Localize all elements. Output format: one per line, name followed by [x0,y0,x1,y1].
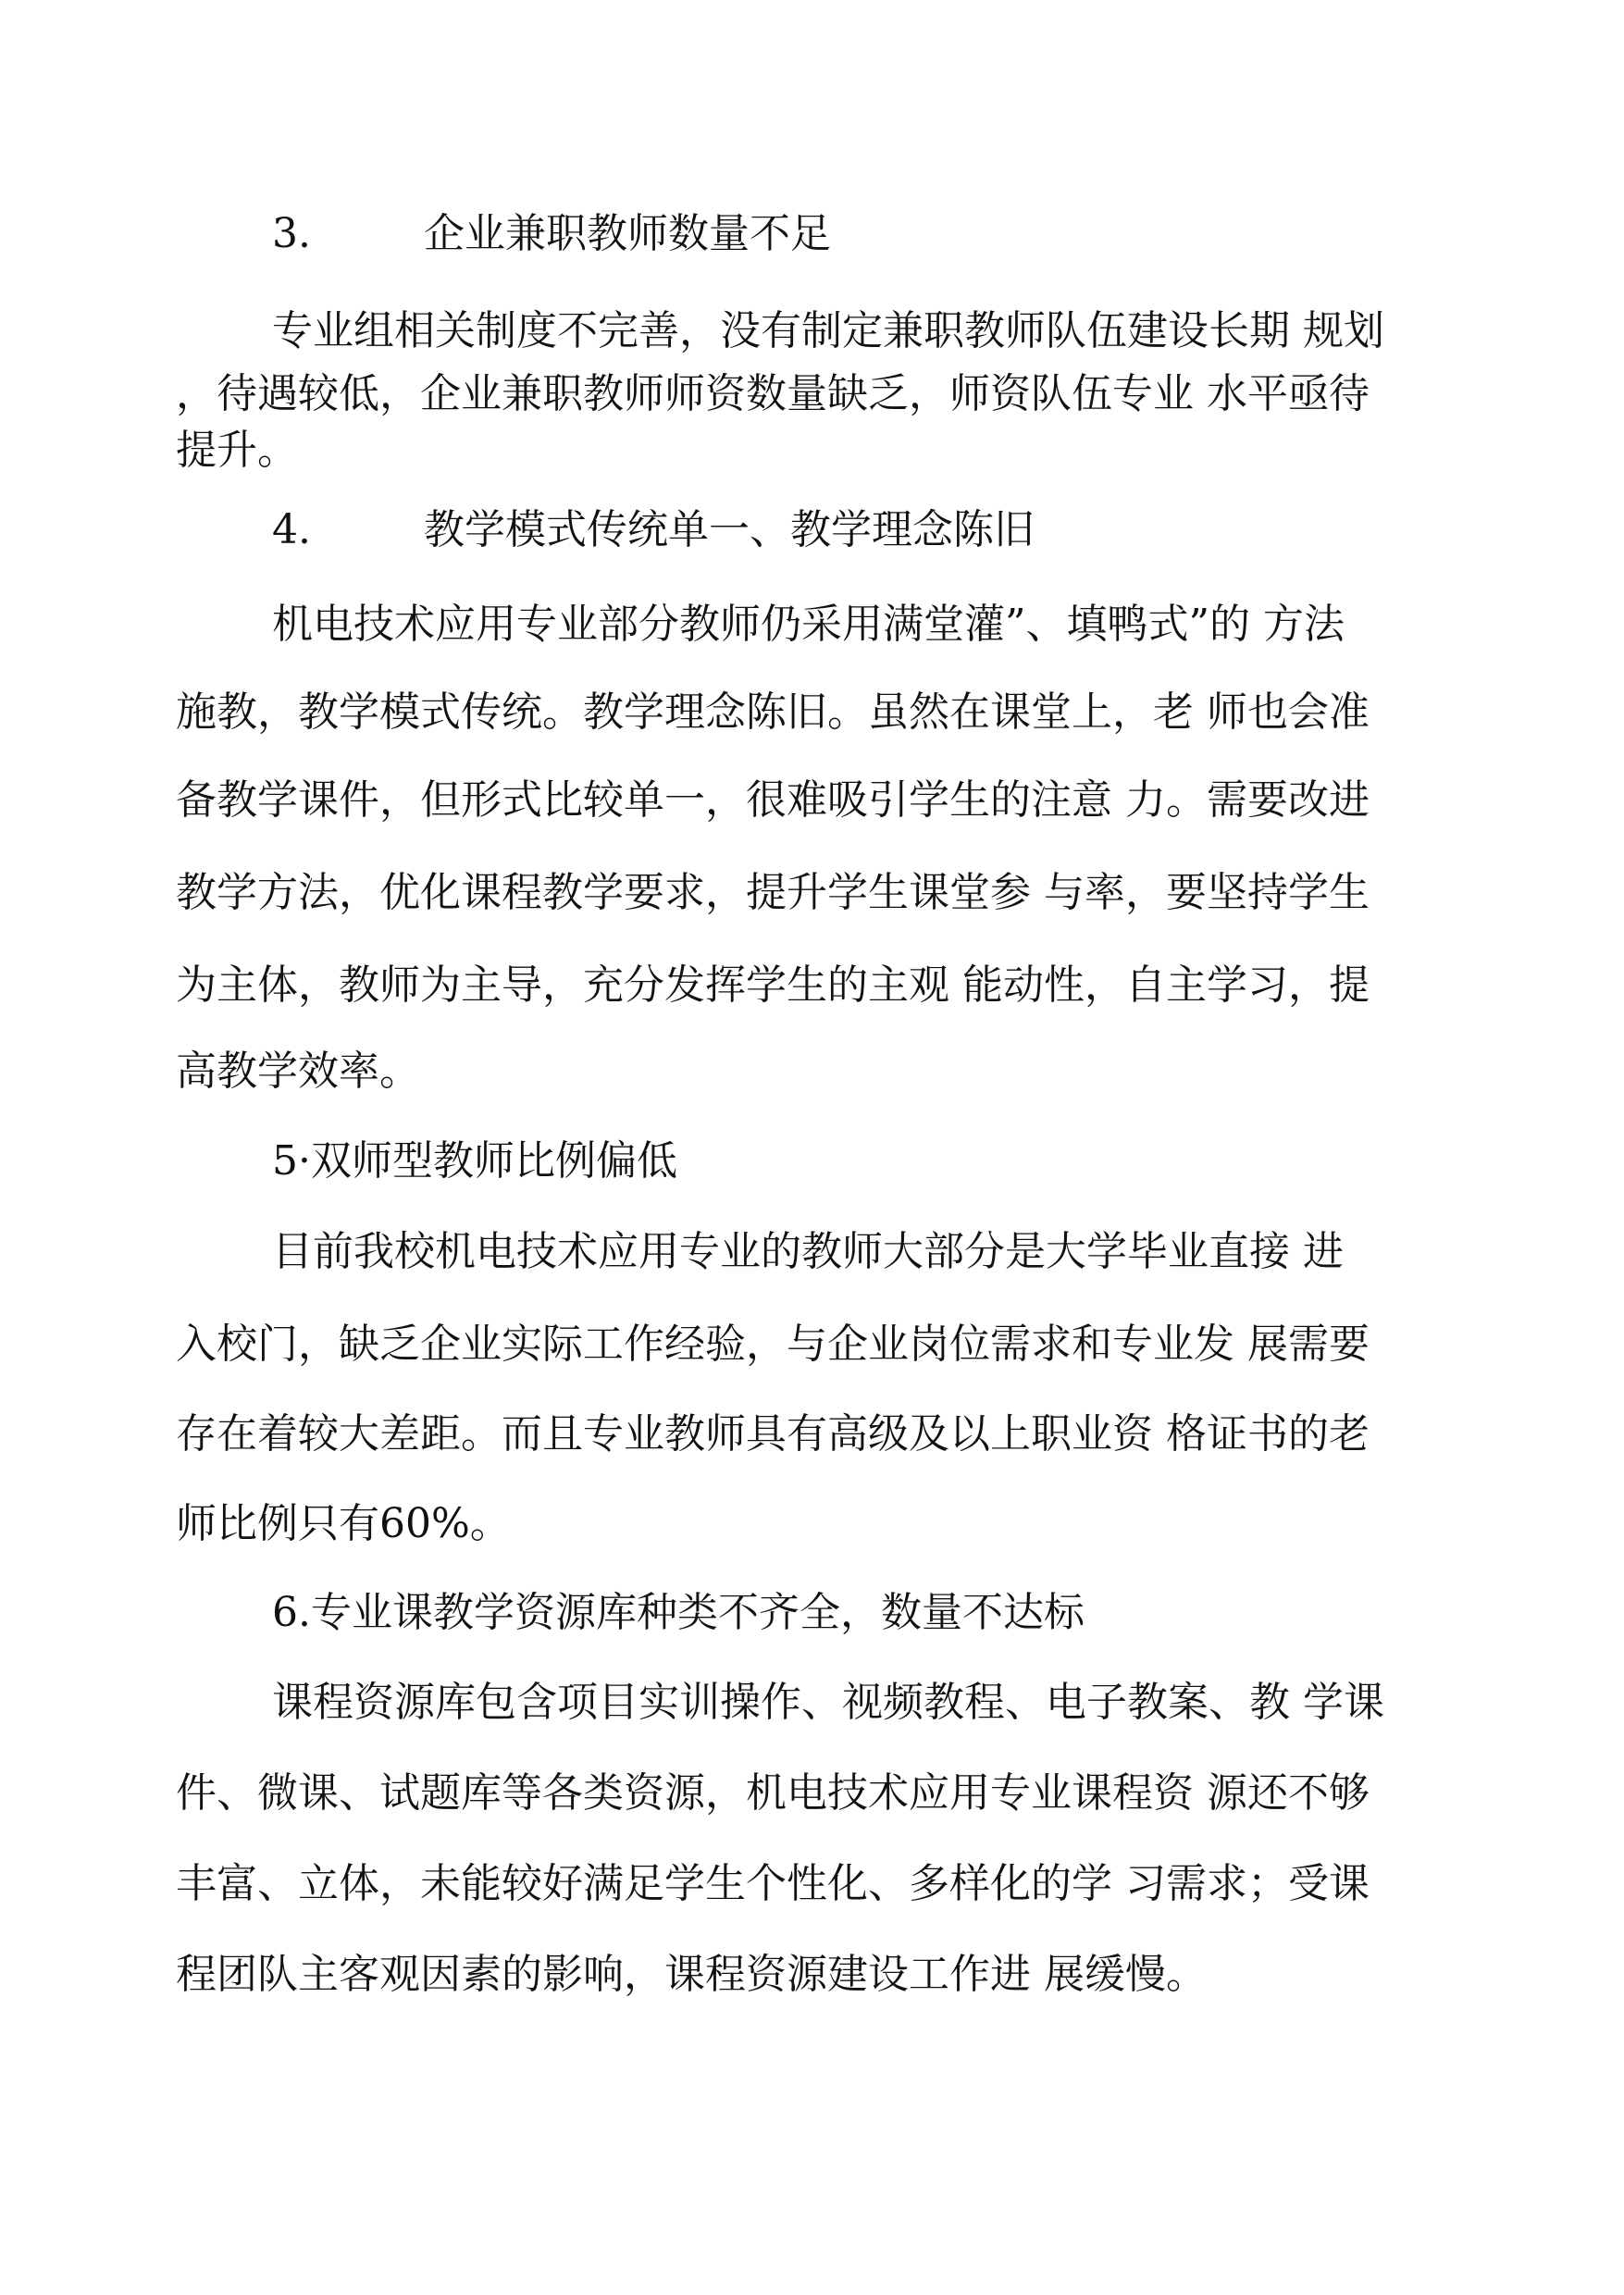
section-4-line-3: 备教学课件，但形式比较单一，很难吸引学生的注意 力。需要改进 [176,776,1370,824]
section-4-line-2: 施教，教学模式传统。教学理念陈旧。虽然在课堂上，老 师也会准 [176,688,1370,736]
section-3-number: 3. [272,210,311,257]
section-6-heading: 6.专业课教学资源库种类不齐全，数量不达标 [272,1589,1085,1636]
section-3-line-1: 专业组相关制度不完善，没有制定兼职教师队伍建设长期 规划 [272,307,1384,354]
section-4-heading [272,504,1035,556]
section-5-line-1: 目前我校机电技术应用专业的教师大部分是大学毕业直接 进 [272,1228,1344,1275]
section-3-line-3: 提升。 [176,427,298,474]
section-4-line-1: 机电技术应用专业部分教师仍采用满堂灌”、填鸭式”的 方法 [272,601,1345,648]
section-6-line-3: 丰富、立体，未能较好满足学生个性化、多样化的学 习需求；受课 [176,1860,1370,1907]
section-5-line-3: 存在着较大差距。而且专业教师具有高级及以上职业资 格证书的老 [176,1410,1370,1458]
section-4-line-5: 为主体，教师为主导，充分发挥学生的主观 能动性，自主学习，提 [176,961,1370,1009]
section-5-line-4: 师比例只有60%。 [176,1500,511,1547]
section-4-line-6: 高教学效率。 [176,1048,420,1095]
section-3-line-2: ，待遇较低，企业兼职教师师资数量缺乏，师资队伍专业 水平亟待 [176,370,1370,417]
section-6-line-2: 件、微课、试题库等各类资源，机电技术应用专业课程资 源还不够 [176,1769,1370,1817]
section-4-line-4: 教学方法，优化课程教学要求，提升学生课堂参 与率，要坚持学生 [176,869,1370,916]
section-6-line-4: 程团队主客观因素的影响，课程资源建设工作进 展缓慢。 [176,1951,1207,1998]
section-3-heading [272,208,831,260]
section-5-heading: 5·双师型教师比例偏低 [272,1137,677,1185]
section-4-title: 教学模式传统单一、教学理念陈旧 [424,506,1035,553]
section-3-title: 企业兼职教师数量不足 [424,210,831,257]
section-5-line-2: 入校门，缺乏企业实际工作经验，与企业岗位需求和专业发 展需要 [176,1321,1370,1368]
section-6-line-1: 课程资源库包含项目实训操作、视频教程、电子教案、教 学课 [272,1679,1384,1726]
section-4-number: 4. [272,506,311,553]
